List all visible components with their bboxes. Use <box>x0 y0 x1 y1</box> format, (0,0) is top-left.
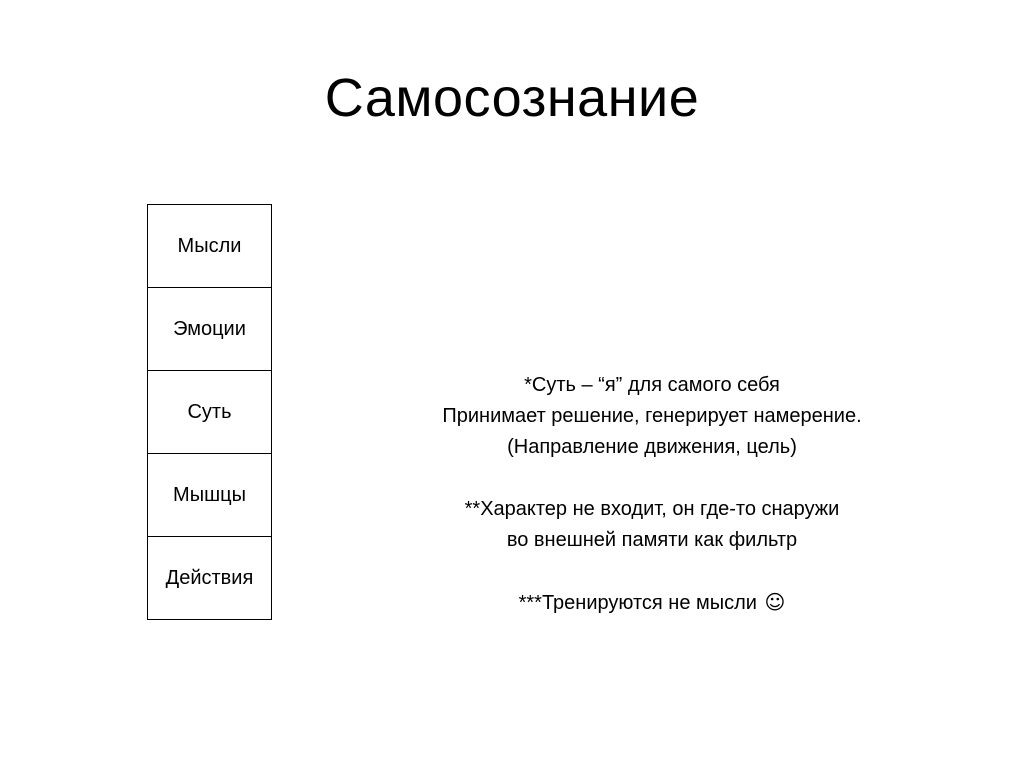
smiley-icon: ☺ <box>764 590 786 614</box>
notes-text <box>360 370 944 619</box>
note-training-text: ***Тренируются не мысли <box>518 592 757 614</box>
table-row <box>148 371 272 454</box>
slide-title: Самосознание <box>324 68 700 128</box>
note-character-line-2: во внешней памяти как фильтр <box>506 529 798 551</box>
layer-cell-emotions: Эмоции <box>148 288 272 371</box>
note-spacer <box>360 463 944 494</box>
note-essence-line-2: Принимает решение, генерирует намерение. <box>442 405 862 427</box>
table-row <box>148 288 272 371</box>
note-character-line-1: **Характер не входит, он где-то снаружи <box>464 498 840 520</box>
layer-cell-thoughts: Мысли <box>148 205 272 288</box>
layer-cell-essence: Суть <box>148 371 272 454</box>
table-row <box>148 454 272 537</box>
note-essence-line-1: *Суть – “я” для самого себя <box>524 374 780 396</box>
table-row <box>148 205 272 288</box>
note-spacer <box>360 556 944 587</box>
layers-table <box>147 204 272 620</box>
note-essence-line-3: (Направление движения, цель) <box>507 436 797 458</box>
note-training-line <box>360 587 944 619</box>
table-row <box>148 537 272 620</box>
layer-cell-actions: Действия <box>148 537 272 620</box>
layer-cell-muscles: Мышцы <box>148 454 272 537</box>
